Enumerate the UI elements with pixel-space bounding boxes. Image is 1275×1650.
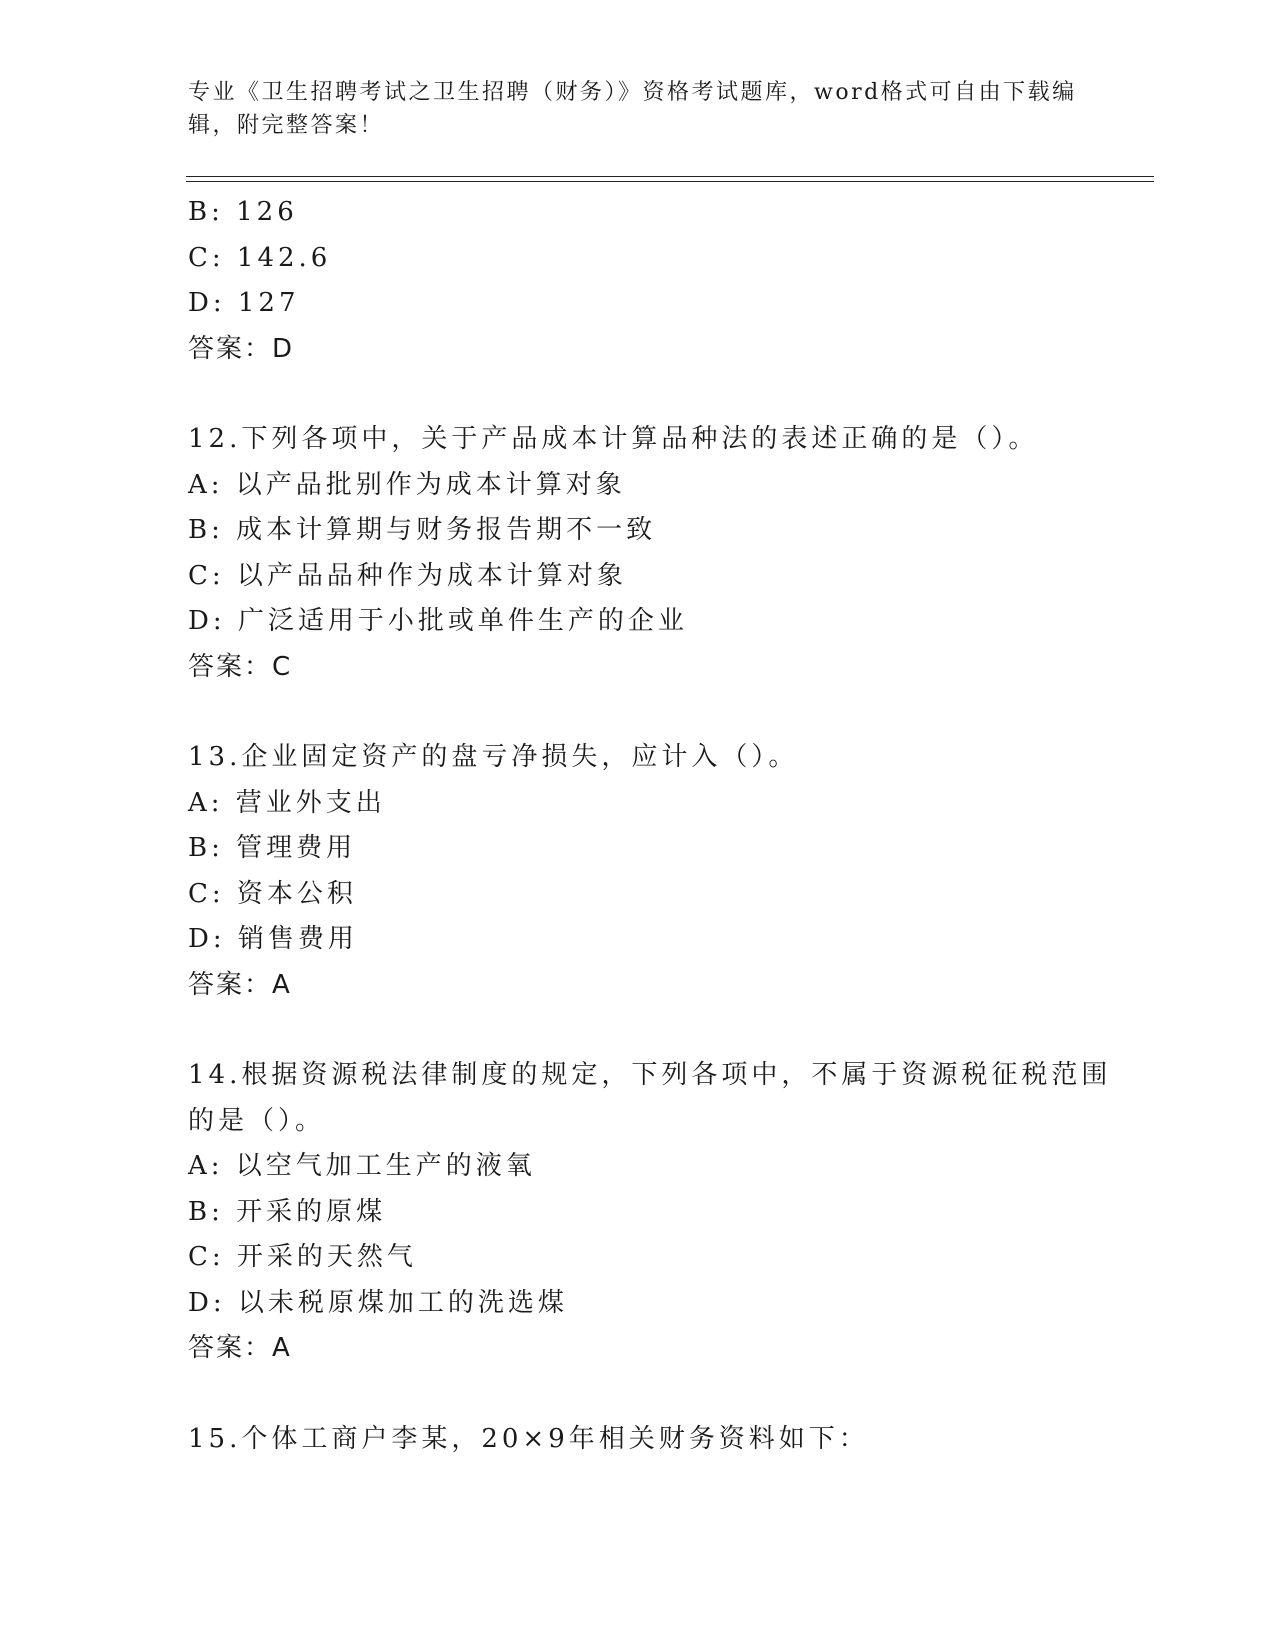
answer: 答案：A bbox=[188, 969, 292, 1000]
option-a: A: 营业外支出 bbox=[188, 787, 386, 818]
option-d: D: 销售费用 bbox=[188, 924, 358, 954]
question-stem: 13.企业固定资产的盘亏净损失，应计入（）。 bbox=[188, 742, 799, 772]
option-c: C: 142.6 bbox=[188, 242, 332, 273]
question-13 bbox=[188, 735, 1088, 1008]
question-content bbox=[188, 190, 1112, 1462]
option-b: B: 开采的原煤 bbox=[188, 1196, 387, 1227]
option-b: B: 管理费用 bbox=[188, 833, 357, 863]
document-header: 专业《卫生招聘考试之卫生招聘（财务）》资格考试题库，word格式可自由下载编辑，附完整答案！ bbox=[188, 80, 1077, 138]
question-stem-line-2: 的是（）。 bbox=[188, 1105, 326, 1136]
answer: 答案：C bbox=[188, 651, 293, 682]
option-d: D: 以未税原煤加工的洗选煤 bbox=[188, 1287, 568, 1318]
question-14 bbox=[188, 1053, 1112, 1372]
option-a: A: 以空气加工生产的液氧 bbox=[188, 1151, 536, 1181]
option-c: C: 开采的天然气 bbox=[188, 1242, 417, 1272]
option-c: C: 资本公积 bbox=[188, 878, 357, 909]
option-d: D: 广泛适用于小批或单件生产的企业 bbox=[188, 606, 688, 636]
question-15 bbox=[188, 1417, 1088, 1463]
option-a: A: 以产品批别作为成本计算对象 bbox=[188, 469, 626, 500]
option-b: B: 成本计算期与财务报告期不一致 bbox=[188, 515, 657, 545]
option-c: C: 以产品品种作为成本计算对象 bbox=[188, 560, 627, 591]
question-stem: 15.个体工商户李某，20×9年相关财务资料如下： bbox=[188, 1423, 869, 1454]
question-12 bbox=[188, 417, 1088, 690]
option-d: D: 127 bbox=[188, 288, 300, 318]
question-11-continued bbox=[188, 190, 1088, 372]
answer: 答案：D bbox=[188, 333, 295, 364]
answer: 答案：A bbox=[188, 1333, 292, 1363]
option-b: B: 126 bbox=[188, 197, 298, 227]
question-stem: 12.下列各项中，关于产品成本计算品种法的表述正确的是（）。 bbox=[188, 424, 1039, 454]
header-divider-top bbox=[186, 176, 1154, 177]
header-divider-bottom bbox=[186, 181, 1154, 182]
question-stem-line-1: 14.根据资源税法律制度的规定，下列各项中，不属于资源税征税范围 bbox=[188, 1060, 1112, 1090]
